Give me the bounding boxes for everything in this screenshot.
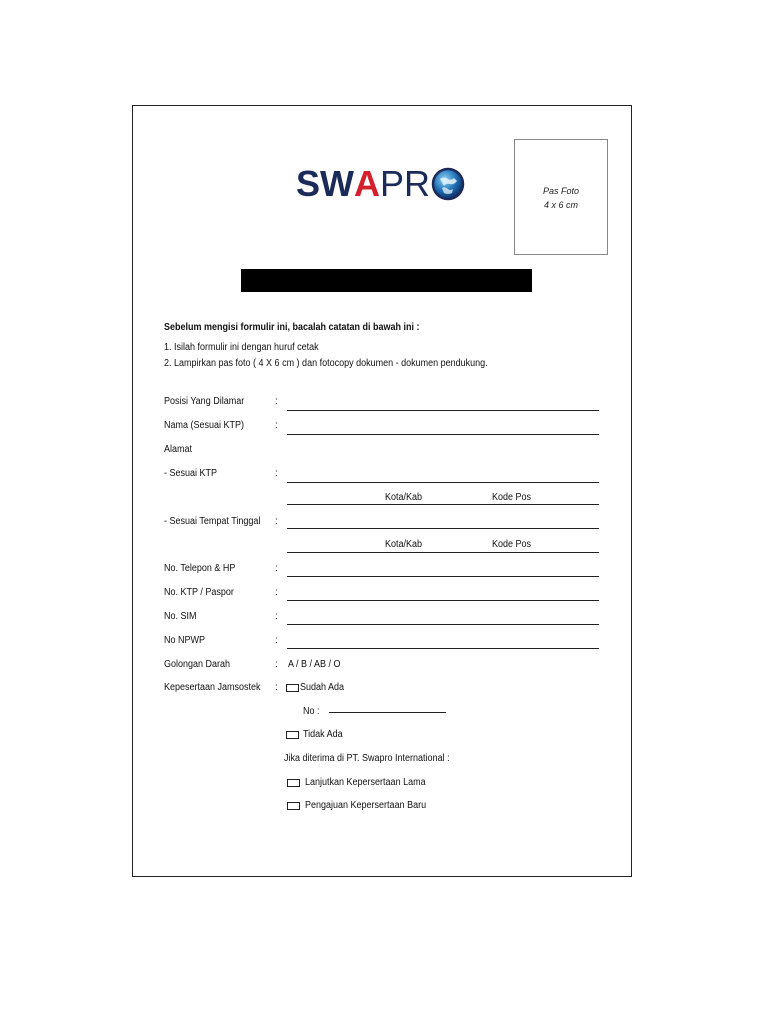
label-pengajuan-kepesertaan: Pengajuan Kepersertaan Baru: [305, 800, 427, 811]
kota-kodepos-tinggal-line[interactable]: [287, 552, 599, 553]
kota-kodepos-ktp-line[interactable]: [287, 504, 599, 505]
sim-input-line[interactable]: [287, 624, 599, 625]
label-tidak-ada: Tidak Ada: [303, 729, 343, 740]
nama-input-line[interactable]: [287, 434, 599, 435]
label-posisi: Posisi Yang Dilamar: [164, 396, 245, 407]
label-jika-diterima: Jika diterima di PT. Swapro International :: [284, 753, 450, 764]
tidak-ada-checkbox[interactable]: [286, 731, 299, 739]
label-npwp: No NPWP: [164, 635, 206, 646]
colon: :: [275, 396, 278, 407]
instruction-item-1: 1. Isilah formulir ini dengan huruf cetak: [164, 342, 319, 353]
colon: :: [275, 516, 278, 527]
label-sesuai-ktp: - Sesuai KTP: [164, 468, 218, 479]
swapro-logo: SW A PR: [296, 164, 465, 204]
label-sesuai-tempat-tinggal: - Sesuai Tempat Tinggal: [164, 516, 261, 527]
lanjutkan-checkbox[interactable]: [287, 779, 300, 787]
colon: :: [275, 635, 278, 646]
label-kode-pos-2: Kode Pos: [492, 539, 532, 550]
colon: :: [275, 420, 278, 431]
instruction-item-2: 2. Lampirkan pas foto ( 4 X 6 cm ) dan fotocopy dokumen - dokumen pendukung.: [164, 358, 488, 369]
colon: :: [275, 587, 278, 598]
label-sim: No. SIM: [164, 611, 197, 622]
label-kota-kab-2: Kota/Kab: [385, 539, 423, 550]
label-kepesertaan-jamsostek: Kepesertaan Jamsostek: [164, 682, 261, 693]
label-no: No :: [303, 706, 320, 717]
label-nama: Nama (Sesuai KTP): [164, 420, 245, 431]
label-lanjutkan-kepesertaan: Lanjutkan Kepersertaan Lama: [305, 777, 426, 788]
colon: :: [275, 563, 278, 574]
colon: :: [275, 611, 278, 622]
label-ktp-paspor: No. KTP / Paspor: [164, 587, 234, 598]
globe-icon: [431, 167, 465, 201]
label-kota-kab-1: Kota/Kab: [385, 492, 423, 503]
colon: :: [275, 468, 278, 479]
label-telepon: No. Telepon & HP: [164, 563, 236, 574]
pengajuan-checkbox[interactable]: [287, 802, 300, 810]
instructions-heading: Sebelum mengisi formulir ini, bacalah catatan di bawah ini :: [164, 322, 420, 333]
colon: :: [275, 659, 278, 670]
label-golongan-darah: Golongan Darah: [164, 659, 231, 670]
label-sudah-ada: Sudah Ada: [300, 682, 345, 693]
telepon-input-line[interactable]: [287, 576, 599, 577]
no-jamsostek-input-line[interactable]: [329, 712, 446, 713]
alamat-ktp-input-line[interactable]: [287, 482, 599, 483]
sudah-ada-checkbox[interactable]: [286, 684, 299, 692]
golongan-darah-options[interactable]: A / B / AB / O: [288, 659, 341, 670]
colon: :: [275, 682, 278, 693]
ktp-input-line[interactable]: [287, 600, 599, 601]
label-kode-pos-1: Kode Pos: [492, 492, 532, 503]
redacted-title-bar: [241, 269, 532, 292]
photo-placeholder: Pas Foto 4 x 6 cm: [514, 139, 608, 255]
npwp-input-line[interactable]: [287, 648, 599, 649]
label-alamat: Alamat: [164, 444, 193, 455]
alamat-tinggal-input-line[interactable]: [287, 528, 599, 529]
application-form-page: [132, 105, 632, 877]
posisi-input-line[interactable]: [287, 410, 599, 411]
